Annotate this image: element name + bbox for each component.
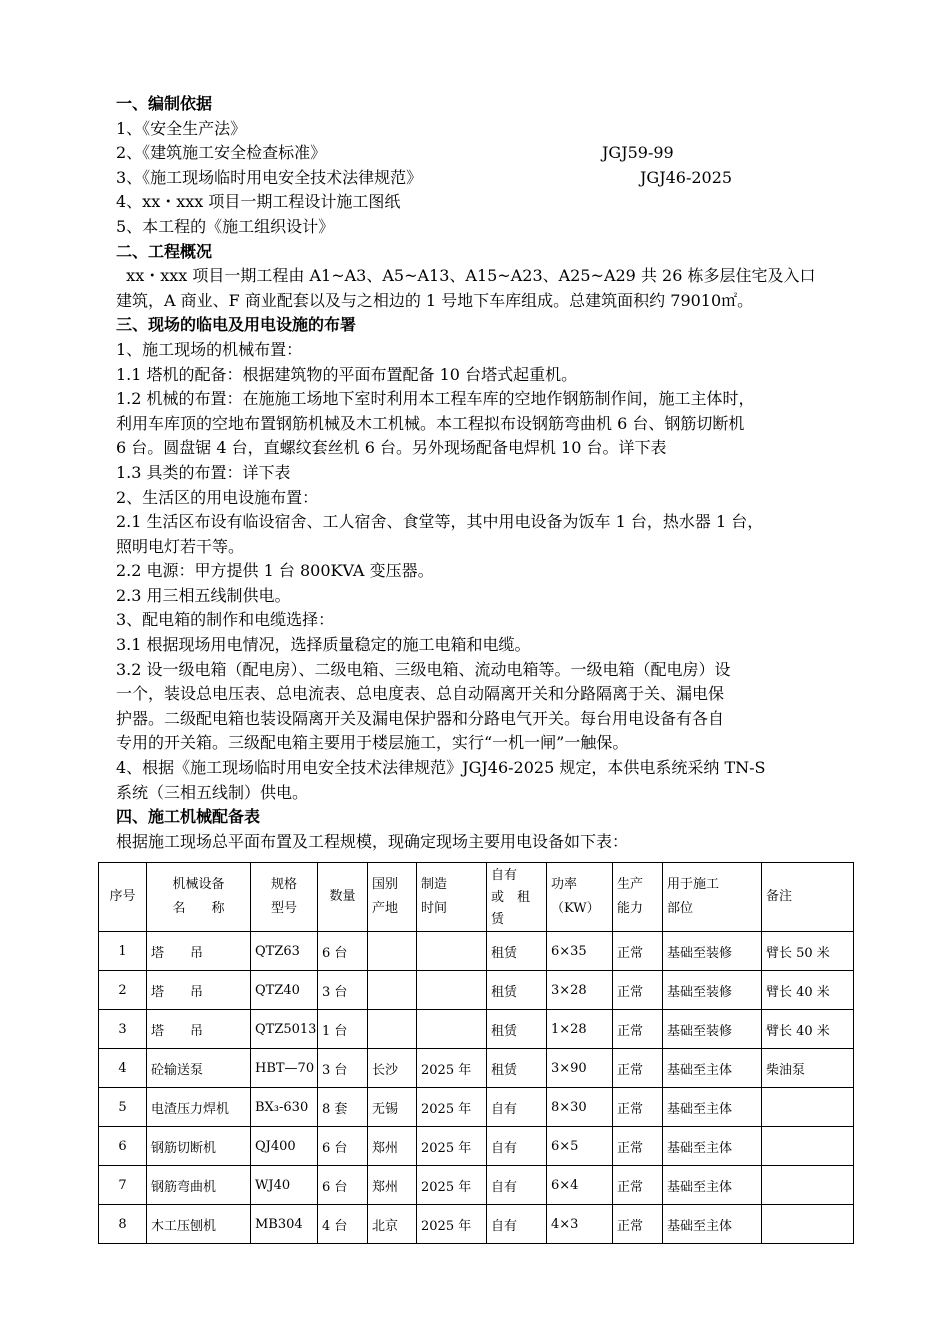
table-cell: 1 bbox=[99, 932, 147, 971]
table-cell: 租赁 bbox=[487, 1010, 547, 1049]
standard-code: JGJ59-99 bbox=[602, 143, 674, 163]
table-row bbox=[99, 932, 854, 971]
table-cell: 7 bbox=[99, 1166, 147, 1205]
header-cell: 制造 时间 bbox=[417, 863, 487, 932]
table-cell bbox=[368, 971, 417, 1010]
table-cell: 电渣压力焊机 bbox=[147, 1088, 251, 1127]
layout-line: 4、根据《施工现场临时用电安全技术法律规范》JGJ46-2025 规定，本供电系统采纳 TN-S bbox=[116, 758, 766, 778]
table-cell: 3 台 bbox=[318, 971, 368, 1010]
table-cell: 4 bbox=[99, 1049, 147, 1088]
table-cell: BX₃-630 bbox=[251, 1088, 318, 1127]
table-cell: 3 bbox=[99, 1010, 147, 1049]
table-cell: HBT—70 bbox=[251, 1049, 318, 1088]
table-cell: 北京 bbox=[368, 1205, 417, 1244]
layout-line: 6 台。圆盘锯 4 台，直螺纹套丝机 6 台。另外现场配备电焊机 10 台。详下表 bbox=[116, 438, 667, 458]
table-cell: 自有 bbox=[487, 1166, 547, 1205]
basis-item: 2、《建筑施工安全检查标准》 JGJ59-99 bbox=[116, 141, 864, 166]
layout-line: 3.2 设一级电箱（配电房）、二级电箱、三级电箱、流动电箱等。一级电箱（配电房）设 bbox=[116, 659, 731, 679]
layout-line: 2.1 生活区布设有临设宿舍、工人宿舍、食堂等，其中用电设备为饭车 1 台，热水器 1 台， bbox=[116, 512, 764, 532]
header-cell: 规格 型号 bbox=[251, 863, 318, 932]
table-cell bbox=[368, 932, 417, 971]
layout-line: 2.3 用三相五线制供电。 bbox=[116, 585, 291, 605]
table-cell bbox=[368, 1010, 417, 1049]
header-cell: 备注 bbox=[762, 863, 854, 932]
table-cell bbox=[417, 1010, 487, 1049]
table-cell: 钢筋弯曲机 bbox=[147, 1166, 251, 1205]
table-cell: 基础至主体 bbox=[663, 1088, 762, 1127]
table-cell: 5 bbox=[99, 1088, 147, 1127]
header-cell: 国别 产地 bbox=[368, 863, 417, 932]
table-cell: 无锡 bbox=[368, 1088, 417, 1127]
document-body bbox=[116, 92, 864, 854]
table-cell bbox=[762, 1088, 854, 1127]
table-cell: 1×28 bbox=[547, 1010, 613, 1049]
overview-line: xx・xxx 项目一期工程由 A1~A3、A5~A13、A15~A23、A25~A29 共 26 栋多层住宅及入口 bbox=[116, 266, 816, 286]
table-cell: 柴油泵 bbox=[762, 1049, 854, 1088]
table-cell bbox=[762, 1166, 854, 1205]
header-cell: 序号 bbox=[99, 863, 147, 932]
layout-line: 利用车库顶的空地布置钢筋机械及木工机械。本工程拟布设钢筋弯曲机 6 台、钢筋切断机 bbox=[116, 413, 745, 433]
table-cell: 6×35 bbox=[547, 932, 613, 971]
layout-line: 专用的开关箱。三级配电箱主要用于楼层施工，实行“一机一闸”一触保。 bbox=[116, 733, 629, 753]
table-cell: 正常 bbox=[613, 1127, 663, 1166]
table-cell: 4 台 bbox=[318, 1205, 368, 1244]
overview-line: 建筑，A 商业、F 商业配套以及与之相边的 1 号地下车库组成。总建筑面积约 79010㎡。 bbox=[116, 290, 754, 310]
table-cell: WJ40 bbox=[251, 1166, 318, 1205]
table-cell: 臂长 50 米 bbox=[762, 932, 854, 971]
basis-item: 4、xx・xxx 项目一期工程设计施工图纸 bbox=[116, 192, 401, 212]
table-cell: 钢筋切断机 bbox=[147, 1127, 251, 1166]
header-cell: 机械设备 名 称 bbox=[147, 863, 251, 932]
basis-item: 1、《安全生产法》 bbox=[116, 118, 247, 138]
standard-code: JGJ46-2025 bbox=[640, 167, 733, 187]
table-row bbox=[99, 1205, 854, 1244]
table-cell: 郑州 bbox=[368, 1166, 417, 1205]
table-cell: QTZ40 bbox=[251, 971, 318, 1010]
table-cell: 郑州 bbox=[368, 1127, 417, 1166]
layout-line: 1、施工现场的机械布置： bbox=[116, 339, 303, 359]
table-cell: 6×4 bbox=[547, 1166, 613, 1205]
section-heading-layout: 三、现场的临电及用电设施的布署 bbox=[116, 315, 357, 335]
layout-line: 2、生活区的用电设施布置： bbox=[116, 487, 319, 507]
table-cell: 臂长 40 米 bbox=[762, 1010, 854, 1049]
table-cell: 塔 吊 bbox=[147, 932, 251, 971]
table-cell: 砼输送泵 bbox=[147, 1049, 251, 1088]
table-cell: 6 台 bbox=[318, 1127, 368, 1166]
table-row bbox=[99, 1010, 854, 1049]
table-cell bbox=[417, 932, 487, 971]
table-cell: 自有 bbox=[487, 1088, 547, 1127]
table-cell: MB304 bbox=[251, 1205, 318, 1244]
table-cell: 6 bbox=[99, 1127, 147, 1166]
basis-item: 5、本工程的《施工组织设计》 bbox=[116, 216, 335, 236]
layout-line: 系统（三相五线制）供电。 bbox=[116, 782, 309, 802]
equipment-intro: 根据施工现场总平面布置及工程规模，现确定现场主要用电设备如下表： bbox=[116, 831, 629, 851]
basis-item: 3、《施工现场临时用电安全技术法律规范》 JGJ46-2025 bbox=[116, 166, 864, 191]
table-cell: 6×5 bbox=[547, 1127, 613, 1166]
table-cell: QTZ5013 bbox=[251, 1010, 318, 1049]
table-cell: 基础至装修 bbox=[663, 1010, 762, 1049]
table-cell: 基础至装修 bbox=[663, 932, 762, 971]
table-cell: 基础至装修 bbox=[663, 971, 762, 1010]
layout-line: 2.2 电源：甲方提供 1 台 800KVA 变压器。 bbox=[116, 561, 434, 581]
header-cell: 自有 或 租 赁 bbox=[487, 863, 547, 932]
table-row bbox=[99, 1166, 854, 1205]
section-heading-equipment: 四、施工机械配备表 bbox=[116, 807, 261, 827]
table-cell: 2025 年 bbox=[417, 1166, 487, 1205]
table-cell: 正常 bbox=[613, 1049, 663, 1088]
equipment-table bbox=[98, 862, 854, 1244]
table-cell: 8 套 bbox=[318, 1088, 368, 1127]
table-cell: 6 台 bbox=[318, 1166, 368, 1205]
layout-line: 3、配电箱的制作和电缆选择： bbox=[116, 610, 335, 630]
table-cell: QTZ63 bbox=[251, 932, 318, 971]
table-cell: 正常 bbox=[613, 1088, 663, 1127]
section-heading-basis: 一、编制依据 bbox=[116, 94, 213, 113]
layout-line: 一个，装设总电压表、总电流表、总电度表、总自动隔离开关和分路隔离于关、漏电保 bbox=[116, 684, 725, 704]
table-cell: 8×30 bbox=[547, 1088, 613, 1127]
table-row bbox=[99, 1127, 854, 1166]
table-header-row bbox=[99, 863, 854, 932]
table-cell: 2025 年 bbox=[417, 1127, 487, 1166]
table-cell: 木工压刨机 bbox=[147, 1205, 251, 1244]
table-cell: 正常 bbox=[613, 1166, 663, 1205]
table-cell: 塔 吊 bbox=[147, 1010, 251, 1049]
table-cell: 8 bbox=[99, 1205, 147, 1244]
table-cell: 3 台 bbox=[318, 1049, 368, 1088]
table-cell: 自有 bbox=[487, 1205, 547, 1244]
table-cell: 租赁 bbox=[487, 971, 547, 1010]
table-cell: 2 bbox=[99, 971, 147, 1010]
table-cell: 正常 bbox=[613, 1205, 663, 1244]
layout-line: 3.1 根据现场用电情况，选择质量稳定的施工电箱和电缆。 bbox=[116, 635, 531, 655]
table-cell: 长沙 bbox=[368, 1049, 417, 1088]
table-cell: 租赁 bbox=[487, 932, 547, 971]
table-cell: 自有 bbox=[487, 1127, 547, 1166]
table-cell: 3×90 bbox=[547, 1049, 613, 1088]
table-cell bbox=[762, 1205, 854, 1244]
table-cell: 2025 年 bbox=[417, 1049, 487, 1088]
table-row bbox=[99, 971, 854, 1010]
table-cell: 2025 年 bbox=[417, 1205, 487, 1244]
table-cell: QJ400 bbox=[251, 1127, 318, 1166]
table-cell: 正常 bbox=[613, 1010, 663, 1049]
layout-line: 护器。二级配电箱也装设隔离开关及漏电保护器和分路电气开关。每台用电设备有各自 bbox=[116, 708, 725, 728]
table-row bbox=[99, 1049, 854, 1088]
layout-line: 1.2 机械的布置：在施施工场地下室时利用本工程车库的空地作钢筋制作间，施工主体时， bbox=[116, 389, 755, 409]
table-cell: 2025 年 bbox=[417, 1088, 487, 1127]
table-cell: 3×28 bbox=[547, 971, 613, 1010]
header-cell: 功率 （KW） bbox=[547, 863, 613, 932]
table-cell: 基础至主体 bbox=[663, 1166, 762, 1205]
layout-line: 1.1 塔机的配备：根据建筑物的平面布置配备 10 台塔式起重机。 bbox=[116, 364, 578, 384]
table-cell: 1 台 bbox=[318, 1010, 368, 1049]
table-cell bbox=[417, 971, 487, 1010]
layout-line: 1.3 具类的布置：详下表 bbox=[116, 462, 291, 482]
table-cell: 塔 吊 bbox=[147, 971, 251, 1010]
table-row bbox=[99, 1088, 854, 1127]
table-cell: 基础至主体 bbox=[663, 1205, 762, 1244]
header-cell: 用于施工 部位 bbox=[663, 863, 762, 932]
table-cell: 租赁 bbox=[487, 1049, 547, 1088]
section-heading-overview: 二、工程概况 bbox=[116, 241, 213, 261]
table-cell: 基础至主体 bbox=[663, 1049, 762, 1088]
table-cell: 6 台 bbox=[318, 932, 368, 971]
layout-line: 照明电灯若干等。 bbox=[116, 536, 245, 556]
table-cell: 基础至主体 bbox=[663, 1127, 762, 1166]
table-cell: 4×3 bbox=[547, 1205, 613, 1244]
table-cell: 臂长 40 米 bbox=[762, 971, 854, 1010]
table-cell: 正常 bbox=[613, 971, 663, 1010]
table-cell: 正常 bbox=[613, 932, 663, 971]
header-cell: 生产 能力 bbox=[613, 863, 663, 932]
header-cell: 数量 bbox=[318, 863, 368, 932]
table-cell bbox=[762, 1127, 854, 1166]
